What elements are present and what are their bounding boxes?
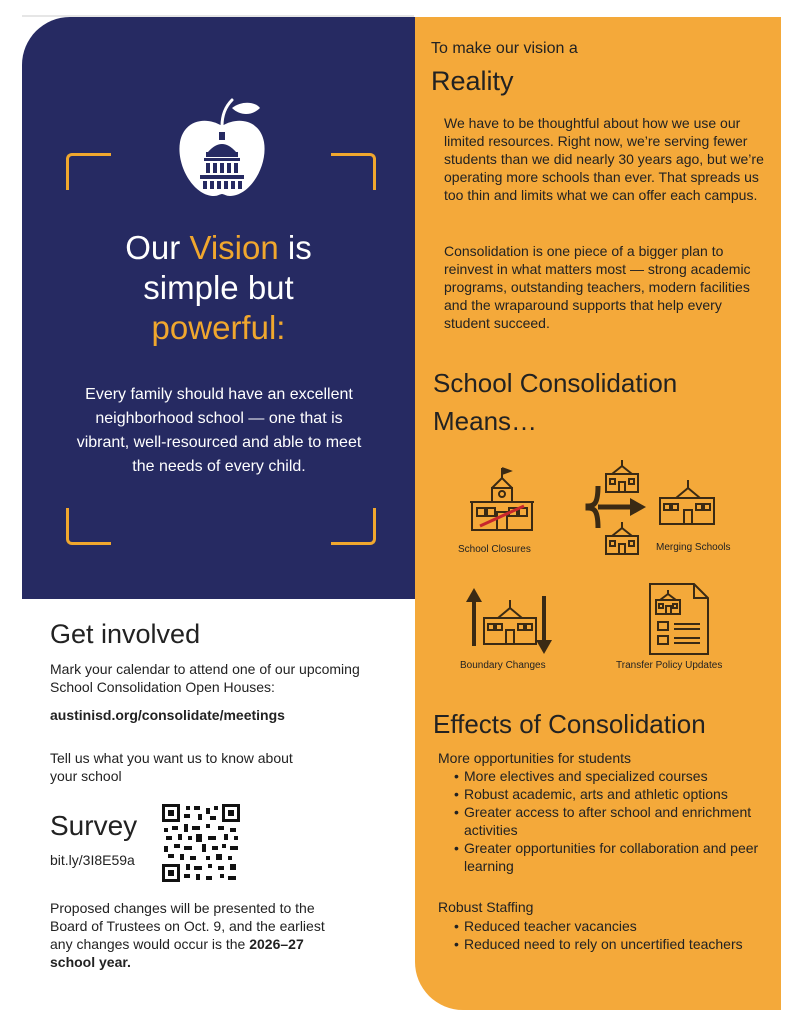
tell-us-text: Tell us what you want us to know about your school: [50, 750, 293, 784]
effects-group-title: Robust Staffing: [438, 899, 534, 915]
qr-code-icon[interactable]: [162, 804, 240, 882]
effects-list: [452, 917, 782, 953]
list-item: • Reduced teacher vacancies: [452, 917, 782, 935]
proposed-changes-body: Proposed changes will be presented to the Board of Trustees on Oct. 9, and the earliest any changes would occur is the: [50, 900, 325, 952]
effects-heading: Effects of Consolidation: [433, 709, 706, 739]
vision-title-accent: Vision: [189, 229, 279, 266]
corner-bracket-top-left: [66, 153, 111, 190]
meetings-link[interactable]: austinisd.org/consolidate/meetings: [50, 707, 285, 723]
effects-group-title: More opportunities for students: [438, 750, 631, 766]
school-closed-icon: [466, 466, 538, 536]
vision-title: [22, 228, 415, 348]
list-item: • Robust academic, arts and athletic options: [452, 785, 782, 803]
reality-kicker: To make our vision a: [431, 40, 578, 57]
proposed-changes-year: 2026–27 school year: [50, 936, 304, 970]
list-item: • Reduced need to rely on uncertified teachers: [452, 935, 782, 953]
list-item: • More electives and specialized courses: [452, 767, 782, 785]
consolidation-heading-line: Means…: [433, 406, 538, 436]
survey-link[interactable]: bit.ly/3I8E59a: [50, 852, 135, 868]
reality-heading: Reality: [431, 66, 514, 96]
apple-capitol-icon: [176, 96, 268, 200]
vision-title-part: Our: [125, 229, 190, 266]
corner-bracket-bottom-left: [66, 508, 111, 545]
survey-title: Survey: [50, 810, 138, 841]
list-item: • Greater access to after school and enrichment activities: [452, 803, 782, 839]
boundary-arrows-icon: [464, 586, 556, 656]
consolidation-item-label: Merging Schools: [656, 542, 731, 553]
consolidation-heading-line: School Consolidation: [433, 368, 678, 398]
policy-document-icon: [648, 582, 710, 656]
consolidation-item-label: Boundary Changes: [460, 660, 546, 671]
proposed-changes-end: .: [127, 954, 131, 970]
vision-title-part: simple but: [143, 269, 294, 306]
calendar-text: Mark your calendar to attend one of our upcoming School Consolidation Open Houses:: [50, 661, 360, 695]
get-involved-title: Get involved: [50, 619, 201, 649]
consolidation-item-label: School Closures: [458, 544, 531, 555]
consolidation-item-label: Transfer Policy Updates: [616, 660, 723, 671]
list-item: • Greater opportunities for collaboration and peer learning: [452, 839, 782, 875]
proposed-changes-text: [50, 899, 350, 971]
vision-title-accent: powerful:: [151, 309, 286, 346]
effects-list: [452, 767, 782, 875]
consolidation-heading: [433, 364, 677, 440]
reality-paragraph: We have to be thoughtful about how we use our limited resources. Right now, we’re serving fewer students than we did nearly 30 years ago, but we’re operating more schools than ever. That spreads us too thin and limits what we can offer each campus.: [444, 115, 764, 203]
corner-bracket-bottom-right: [331, 508, 376, 545]
corner-bracket-top-right: [331, 153, 376, 190]
vision-title-part: is: [278, 229, 312, 266]
reality-paragraph: Consolidation is one piece of a bigger plan to reinvest in what matters most — strong academic programs, outstanding teachers, modern facilities and the wraparound supports that help every student succeed.: [444, 243, 751, 331]
vision-body: Every family should have an excellent neighborhood school — one that is vibrant, well-resourced and able to meet the needs of every child.: [76, 386, 362, 475]
